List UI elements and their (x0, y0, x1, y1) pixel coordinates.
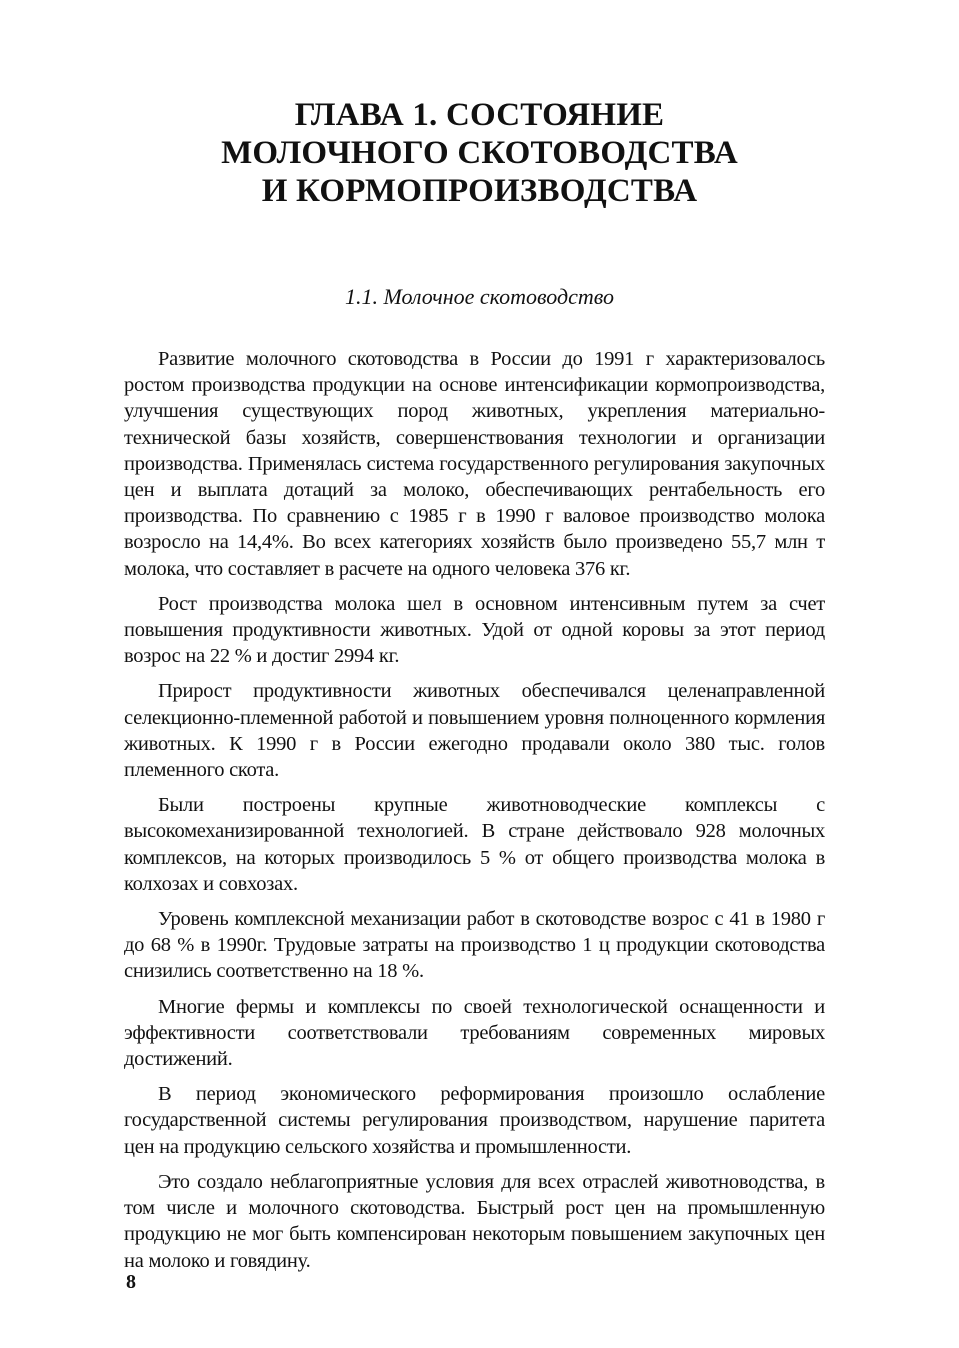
chapter-title-line-1: ГЛАВА 1. СОСТОЯНИЕ (294, 97, 665, 133)
paragraph-2: Рост производства молока шел в основном интенсивным путем за счет повышения продуктивности животных. Удой от одной коровы за этот период возрос на 22 % и достиг 2994 кг. (124, 592, 825, 668)
paragraph-4: Были построены крупные животноводческие комплексы с высокомеханизированной технологией. В стране действовало 928 молочных комплексов, на которых производилось 5 % от общего производства молока в колхозах и совхозах. (124, 794, 825, 895)
paragraph-8: Это создало неблагоприятные условия для всех отраслей животноводства, в том числе и молочного скотоводства. Быстрый рост цен на промышленную продукцию не мог быть компенсирован некоторым повышением закупочных цен на молоко и говядину. (124, 1170, 825, 1272)
paragraph-1: Развитие молочного скотоводства в России до 1991 г характеризовалось ростом производства продукции на основе интенсификации кормопроизводства, улучшения существующих пород животных, укрепления материально-технической базы хозяйств, совершенствования технологии и организации производства. Применялась система государственного регулирования закупочных цен и выплата дотаций за молоко, обеспечивающих рентабельность его производства. По сравнению с 1985 г в 1990 г валовое производство молока возросло на 14,4%. Во всех категориях хозяйств было произведено 55,7 млн т молока, что составляет в расчете на одного человека 376 кг. (124, 348, 825, 580)
paragraph-3: Прирост продуктивности животных обеспечивался целенаправленной селекционно-племенной работой и повышением уровня полноценного кормления животных. К 1990 г в России ежегодно продавали около 380 тыс. голов племенного скота. (124, 680, 825, 782)
paragraph-7: В период экономического реформирования произошло ослабление государственной системы регулирования производством, нарушение паритета цен на продукцию сельского хозяйства и промышленности. (124, 1083, 825, 1158)
chapter-title-line-2: МОЛОЧНОГО СКОТОВОДСТВА (221, 135, 738, 171)
chapter-title (0, 96, 959, 210)
page-number: 8 (126, 1271, 136, 1293)
body-text (124, 346, 825, 1283)
paragraph-6: Многие фермы и комплексы по своей технологической оснащенности и эффективности соответствовали требованиям современных мировых достижений. (124, 995, 825, 1071)
section-title: 1.1. Молочное скотоводство (344, 284, 615, 309)
paragraph-5: Уровень комплексной механизации работ в скотоводстве возрос с 41 в 1980 г до 68 % в 1990г. Трудовые затраты на производство 1 ц продукции скотоводства снизились соответственно на 18 %. (124, 908, 825, 983)
chapter-title-line-3: И КОРМОПРОИЗВОДСТВА (261, 173, 698, 209)
